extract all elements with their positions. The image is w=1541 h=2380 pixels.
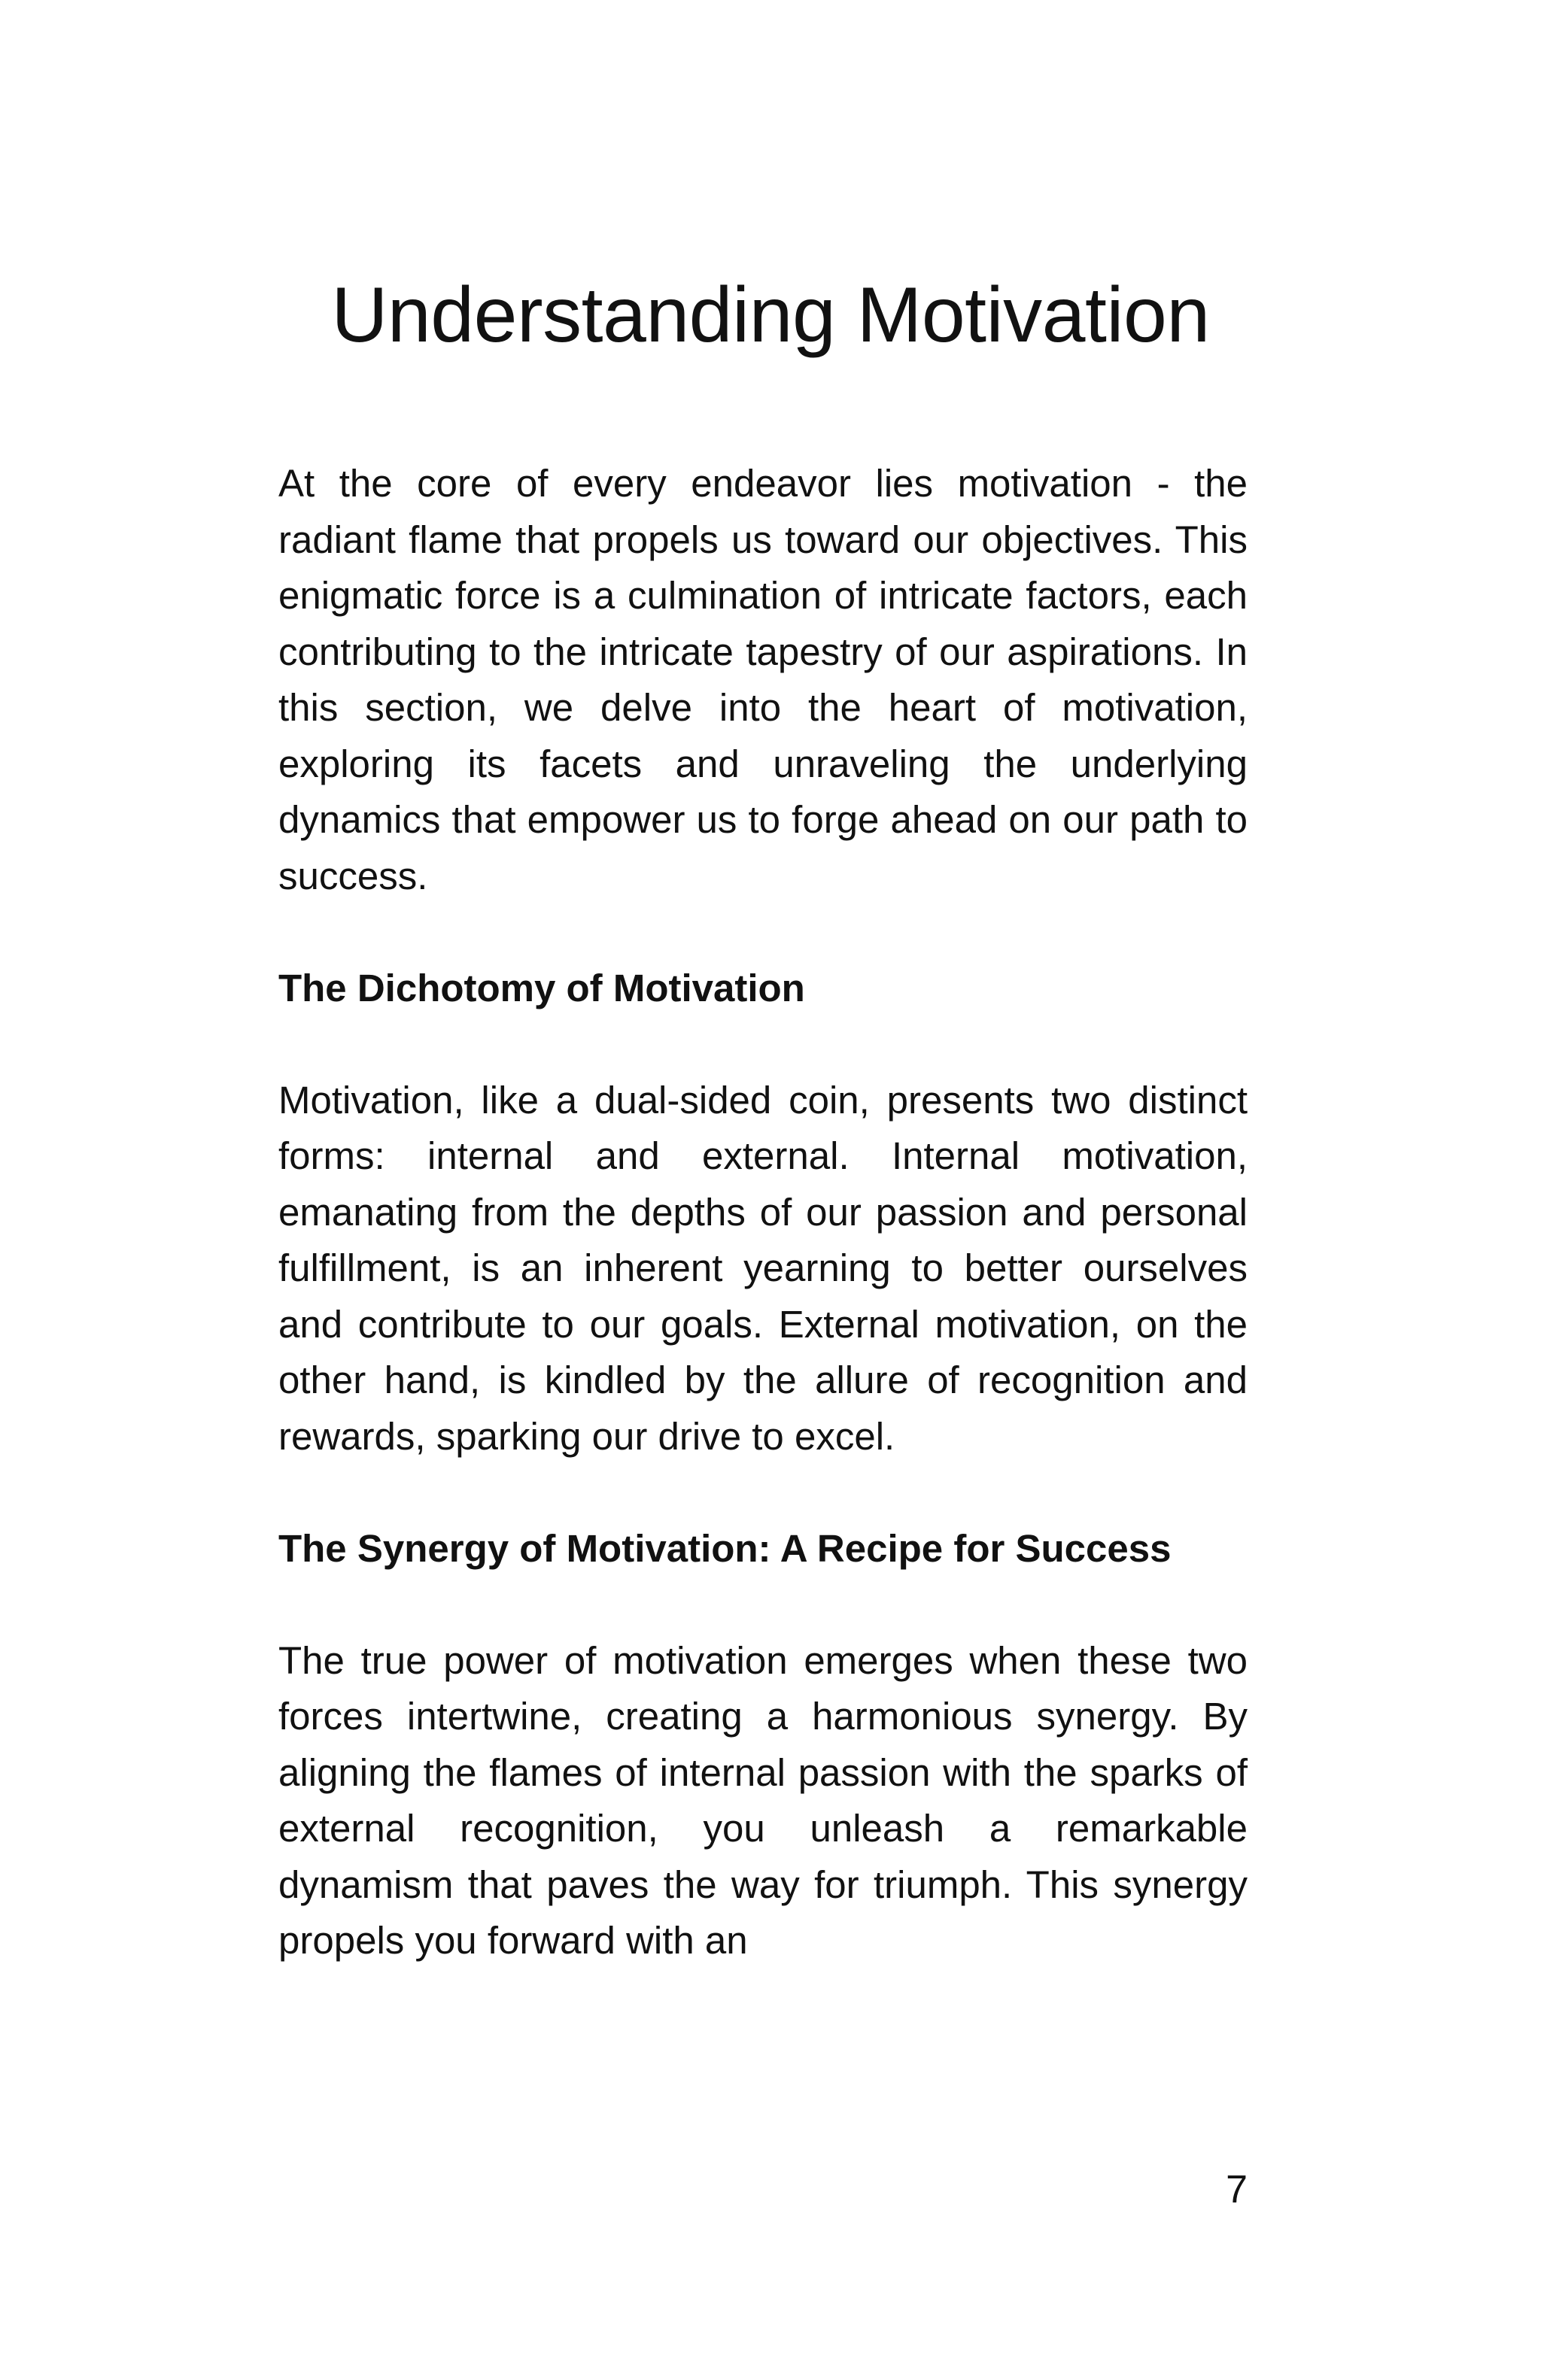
section-body-synergy: The true power of motivation emerges when these two forces intertwine, creating a harmonious synergy. By aligning the flames of internal passion with the sparks of external recognition, you unleash a remarkable dynamism that paves the way for triumph. This synergy propels you forward with an	[278, 1638, 1248, 1962]
page-title: Understanding Motivation	[331, 272, 1210, 359]
section-heading-dichotomy: The Dichotomy of Motivation	[278, 966, 805, 1009]
page-content	[278, 456, 1248, 1969]
section-body-dichotomy: Motivation, like a dual-sided coin, presents two distinct forms: internal and external. Internal motivation, emanating from the depths of our passion and personal fulfillment, is an inherent yearning to better ourselves and contribute to our goals. External motivation, on the other hand, is kindled by the allure of recognition and rewards, sparking our drive to excel.	[278, 1078, 1248, 1458]
spacer	[278, 1016, 1248, 1073]
spacer	[278, 1577, 1248, 1633]
spacer	[278, 904, 1248, 961]
spacer	[278, 1465, 1248, 1521]
section-heading-synergy: The Synergy of Motivation: A Recipe for Success	[278, 1526, 1172, 1570]
intro-paragraph: At the core of every endeavor lies motivation - the radiant flame that propels us toward our objectives. This enigmatic force is a culmination of intricate factors, each contributing to the intricate tapestry of our aspirations. In this section, we delve into the heart of motivation, exploring its facets and unraveling the underlying dynamics that empower us to forge ahead on our path to success.	[278, 462, 1248, 897]
page-number: 7	[1226, 2168, 1248, 2212]
